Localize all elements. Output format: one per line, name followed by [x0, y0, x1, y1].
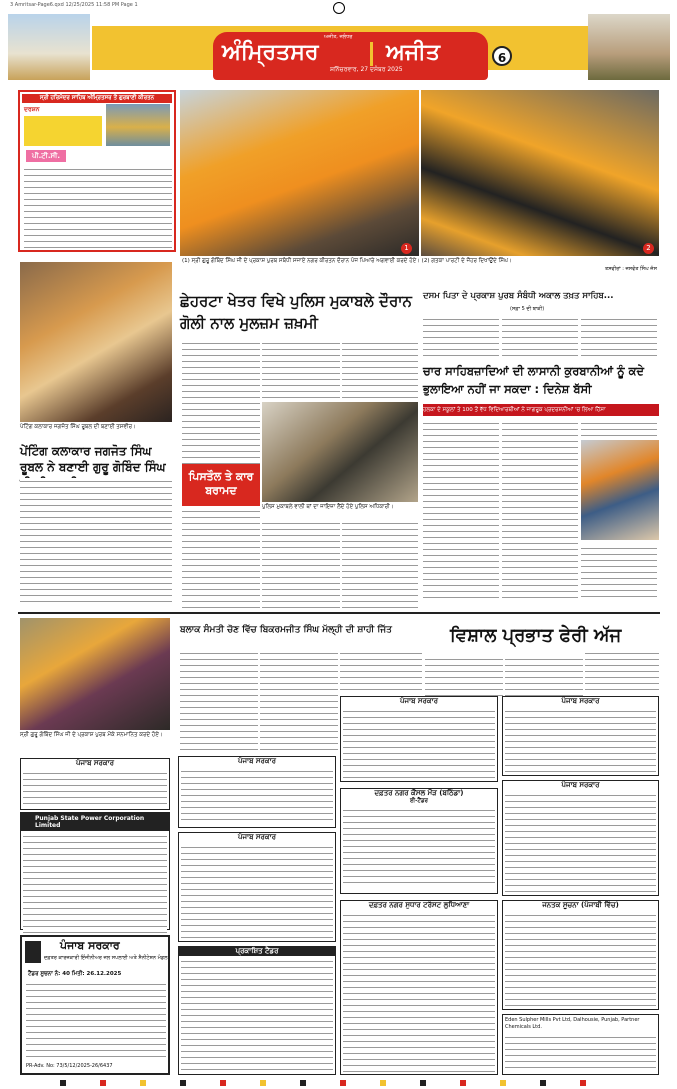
pheri-col2 [505, 656, 583, 698]
award-photo [20, 618, 170, 730]
ad-mid-title: ਪੰਜਾਬ ਸਰਕਾਰ [399, 697, 438, 705]
ad-pspcl [20, 812, 170, 930]
ad-ludhiana-title: ਦਫ਼ਤਰ ਨਗਰ ਸੁਧਾਰ ਟਰੱਸਟ ਲੁਧਿਆਣਾ [368, 901, 470, 909]
masthead-small: ਅਜੀਤ, ਜਲੰਧਰ [324, 34, 353, 40]
encounter-col-bottom1 [182, 508, 260, 608]
encounter-col2 [262, 340, 340, 400]
ad-mid3-text [181, 844, 333, 938]
ad-ludhiana-text [343, 912, 495, 1072]
sahibzade-col2 [502, 420, 578, 598]
ad-parkash [178, 946, 336, 1075]
ad-mid2-punjab-govt [178, 756, 336, 828]
guru-painting-photo [20, 262, 172, 422]
ad-mid-text [343, 708, 495, 778]
ad-mid3-punjab-govt [178, 832, 336, 942]
ad-right-govt-1 [502, 696, 659, 776]
ad-udhaar-title: ਜਨਤਕ ਸੂਚਨਾ (ਪੰਜਾਬੀ ਵਿੱਚ) [542, 901, 619, 909]
big-ad-sub: ਦਫ਼ਤਰ ਕਾਰਜਕਾਰੀ ਇੰਜੀਨੀਅਰ ਜਲ ਸਪਲਾਈ ਅਤੇ ਸੈਨੀਟੇਸ਼ਨ ਮੰਡਲ [44, 955, 168, 961]
ad-right2-text [505, 792, 656, 892]
big-ad-title: ਪੰਜਾਬ ਸਰਕਾਰ [60, 939, 120, 952]
akal-continued: (ਸਫ਼ਾ 5 ਦੀ ਬਾਕੀ) [510, 306, 545, 312]
registration-mark-icon [333, 2, 345, 14]
masthead-title-left: ਅੰਮ੍ਰਿਤਸਰ [222, 40, 319, 65]
sahibzade-col1 [423, 420, 499, 598]
akal-headline: ਦਸਮ ਪਿਤਾ ਦੇ ਪ੍ਰਕਾਸ਼ ਪੁਰਬ ਸੰਬੰਧੀ ਅਕਾਲ ਤਖ਼ਤ ਸਾਹਿਬ... [423, 291, 614, 301]
govt-emblem-icon [25, 941, 41, 963]
color-strip [60, 1080, 620, 1086]
ad-mid2-title: ਪੰਜਾਬ ਸਰਕਾਰ [237, 757, 276, 765]
akal-col2 [502, 316, 578, 356]
ad-ludhiana [340, 900, 498, 1075]
page-slug: 3 Amritsar-Page6.qxd 12/25/2025 11:58 PM Page 1 [10, 2, 138, 8]
top-photo-caption: (1) ਸ੍ਰੀ ਗੁਰੂ ਗੋਬਿੰਦ ਸਿੰਘ ਜੀ ਦੇ ਪ੍ਰਕਾਸ਼ ਪੁਰਬ ਸਬੰਧੀ ਸਜਾਏ ਨਗਰ ਕੀਰਤਨ ਦੌਰਾਨ ਪੰਜ ਪਿਆਰੇ ਅਗਵਾਈ ਕਰਦੇ ਹੋਏ। (2) ਗਤਕਾ ਪਾਰਟੀ ਦੇ ਜੌਹਰ ਦਿਖਾਉਂਦੇ ਸਿੰਘ। [182, 258, 512, 264]
sahibzade-col4 [581, 545, 657, 600]
ad-right1-title: ਪੰਜਾਬ ਸਰਕਾਰ [561, 697, 600, 705]
photo-badge-2: 2 [643, 243, 654, 254]
gurbani-title: ਸ੍ਰੀ ਹਰਿਮੰਦਰ ਸਾਹਿਬ ਅੰਮ੍ਰਿਤਸਰ ਤੋਂ ਗੁਰਬਾਣੀ ਕੀਰਤਨ [22, 94, 172, 103]
ad-bathinda [340, 788, 498, 894]
section-divider [18, 612, 660, 614]
pheri-headline: ਵਿਸ਼ਾਲ ਪ੍ਰਭਾਤ ਫੇਰੀ ਅੱਜ [450, 625, 622, 646]
golden-temple-photo [106, 104, 170, 146]
sahibzade-subheadline: ਹਲਕਾ ਦੇ ਸਕੂਲਾਂ ਤੇ 100 ਤੋਂ ਵੱਧ ਵਿਦਿਆਰਥੀਆਂ ਨੇ ਜਾਗਰੂਕ ਪ੍ਰਦਰਸ਼ਨੀਆਂ 'ਚ ਲਿਆ ਹਿੱਸਾ [423, 404, 659, 416]
police-photo [262, 402, 418, 502]
encounter-col3 [342, 340, 418, 400]
pspcl-header: Punjab State Power Corporation Limited [21, 813, 169, 831]
photo-badge-1: 1 [401, 243, 412, 254]
block-col2 [260, 650, 338, 752]
big-ad-pr: PR-Adv. No: 73/5/12/2025-26/6437 [26, 1063, 113, 1069]
pistol-box [182, 464, 260, 506]
masthead-divider [370, 42, 373, 66]
block-col3 [340, 650, 422, 692]
ad-punjab-govt-left [20, 758, 170, 810]
guru-photo-caption: ਪੇਂਟਿੰਗ ਕਲਾਕਾਰ ਜਗਜੋਤ ਸਿੰਘ ਰੂਬਲ ਦੀ ਬਣਾਈ ਤਸਵੀਰ। [20, 424, 136, 430]
gurbani-text [24, 116, 102, 146]
gurbani-box [18, 90, 176, 252]
ad-text [23, 770, 167, 808]
masthead-title-right: ਅਜੀਤ [386, 40, 440, 65]
ad-bathinda-sub: ਈ-ਟੈਂਡਰ [410, 798, 428, 804]
photo-credit: ਤਸਵੀਰਾਂ : ਜਸਵੰਤ ਸਿੰਘ ਜੱਸ [605, 266, 657, 272]
encounter-headline: ਛੇਹਰਟਾ ਖੇਤਰ ਵਿਖੇ ਪੁਲਿਸ ਮੁਕਾਬਲੇ ਦੌਰਾਨ ਗੋਲੀ ਨਾਲ ਮੁਲਜ਼ਮ ਜ਼ਖ਼ਮੀ [180, 292, 412, 332]
encounter-col-bottom3 [342, 520, 418, 608]
ad-mid-punjab-govt [340, 696, 498, 782]
ad-bathinda-text [343, 807, 495, 887]
big-ad-text [26, 981, 166, 1061]
akal-col3 [581, 316, 657, 356]
ad-right1-text [505, 708, 656, 772]
big-ad-tender: ਟੈਂਡਰ ਸੂਚਨਾ ਨੰ: 40 ਮਿਤੀ: 26.12.2025 [28, 971, 122, 977]
pheri-col1 [425, 656, 503, 698]
pspcl-text [23, 833, 167, 933]
masthead-photo-right [588, 14, 670, 80]
ad-right2-title: ਪੰਜਾਬ ਸਰਕਾਰ [561, 781, 600, 789]
ad-mid2-text [181, 768, 333, 824]
ad-english-text: Eden Sulpher Mills Pvt Ltd, Dalhousie, Punjab, Partner Chemicals Ltd. [505, 1017, 640, 1030]
award-photo-caption: ਸ੍ਰੀ ਗੁਰੂ ਗੋਬਿੰਦ ਸਿੰਘ ਜੀ ਦੇ ਪ੍ਰਕਾਸ਼ ਪੁਰਬ ਮੌਕੇ ਸਨਮਾਨਿਤ ਕਰਦੇ ਹੋਏ। [20, 732, 163, 738]
ad-udhaar [502, 900, 659, 1010]
ad-big-punjab-govt [20, 935, 170, 1075]
masthead-date: ਸ਼ਨਿੱਚਰਵਾਰ, 27 ਦਸੰਬਰ 2025 [330, 66, 403, 73]
painter-headline: ਪੇਂਟਿੰਗ ਕਲਾਕਾਰ ਜਗਜੋਤ ਸਿੰਘ ਰੂਬਲ ਨੇ ਬਣਾਈ ਗੁਰੂ ਗੋਬਿੰਦ ਸਿੰਘ [20, 444, 166, 474]
ad-punjab-govt-left-title: ਪੰਜਾਬ ਸਰਕਾਰ [75, 759, 114, 767]
ad-english-lines [505, 1034, 656, 1070]
ad-parkash-title: ਪ੍ਰਕਾਸ਼ਿਤ ਟੈਂਡਰ [179, 947, 335, 956]
gurbani-subtitle: ਦਰਸ਼ਨ [24, 106, 40, 113]
nagar-kirtan-photo-1 [180, 90, 419, 256]
block-headline: ਬਲਾਕ ਸੰਮਤੀ ਚੋਣ ਵਿੱਚ ਬਿਕਰਮਜੀਤ ਸਿੰਘ ਮੱਲ੍ਹੀ ਦੀ ਸ਼ਾਹੀ ਜਿੱਤ [180, 625, 392, 635]
ad-parkash-text [181, 958, 333, 1070]
block-col1 [180, 650, 258, 752]
rally-photo [581, 440, 659, 540]
sahibzade-headline: ਚਾਰ ਸਾਹਿਬਜ਼ਾਦਿਆਂ ਦੀ ਲਾਸਾਨੀ ਕੁਰਬਾਨੀਆਂ ਨੂੰ ਕਦੇ ਭੁਲਾਇਆ ਨਹੀਂ ਜਾ ਸਕਦਾ : ਦਿਨੇਸ਼ ਬੱਸੀ [423, 364, 645, 396]
sahibzade-col3 [581, 420, 657, 438]
pistol-box-text: ਪਿਸਤੌਲ ਤੇ ਕਾਰ ਬਰਾਮਦ [188, 470, 254, 497]
police-photo-caption: ਪੁਲਿਸ ਮੁਕਾਬਲੇ ਵਾਲੀ ਥਾਂ ਦਾ ਜਾਇਜ਼ਾ ਲੈਂਦੇ ਹੋਏ ਪੁਲਿਸ ਅਧਿਕਾਰੀ। [262, 504, 394, 510]
akal-col1 [423, 316, 499, 356]
ptc-logo: ਪੀ.ਟੀ.ਸੀ. [26, 150, 66, 162]
ad-bathinda-title: ਦਫ਼ਤਰ ਨਗਰ ਕੌਂਸਲ ਮੌੜ (ਬਠਿੰਡਾ) [374, 789, 464, 797]
ad-udhaar-text [505, 912, 656, 1006]
gatka-photo-2 [421, 90, 659, 256]
ad-english [502, 1014, 659, 1075]
masthead [8, 14, 670, 80]
encounter-col-bottom2 [262, 520, 340, 608]
page-number: 6 [492, 46, 512, 66]
ad-right-govt-2 [502, 780, 659, 896]
masthead-photo-left [8, 14, 90, 80]
gurbani-schedule [24, 166, 172, 248]
pheri-col3 [585, 650, 659, 690]
ad-mid3-title: ਪੰਜਾਬ ਸਰਕਾਰ [237, 833, 276, 841]
painter-story [20, 478, 172, 603]
